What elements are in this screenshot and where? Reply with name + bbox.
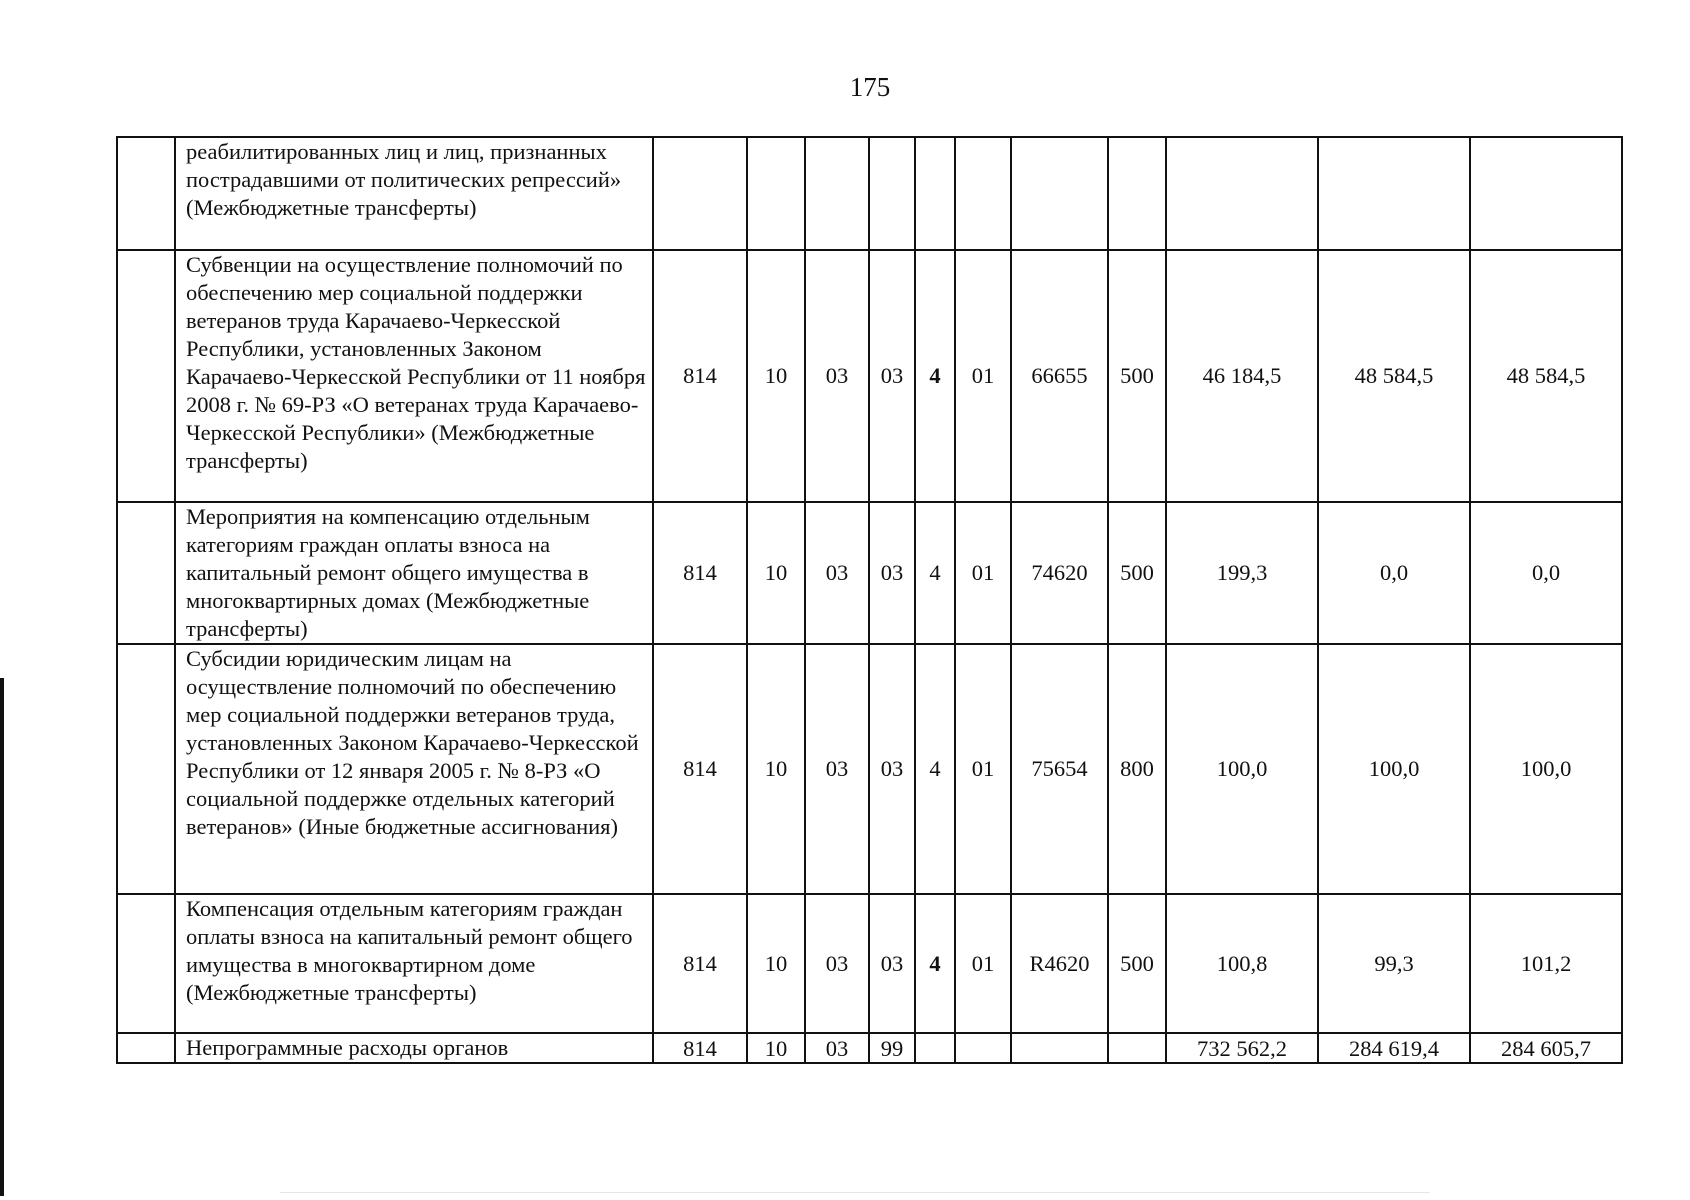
- page-number: 175: [849, 72, 891, 102]
- row-description: Субсидии юридическим лицам на осуществление полномочий по обеспечению мер социальной поддержки ветеранов труда, установленных Законом Карачаево-Черкесской Республики от 12 января 2005 г. № 8-РЗ «О социальной поддержке отдельных категорий ветеранов» (Иные бюджетные ассигнования): [175, 644, 653, 894]
- code-direction: 74620: [1011, 502, 1108, 644]
- row-index-cell: [117, 1033, 175, 1063]
- code-ministry: 814: [653, 502, 747, 644]
- value-year-2: 100,0: [1318, 644, 1470, 894]
- code-section: 10: [747, 250, 805, 502]
- code-program: 03: [869, 894, 915, 1033]
- value-year-2: 48 584,5: [1318, 250, 1470, 502]
- value-year-2: 99,3: [1318, 894, 1470, 1033]
- code-main-event: 01: [955, 502, 1011, 644]
- code-section: [747, 137, 805, 250]
- code-expense-type: [1108, 137, 1166, 250]
- code-direction: [1011, 137, 1108, 250]
- code-subsection: 03: [805, 894, 869, 1033]
- code-ministry: 814: [653, 250, 747, 502]
- value-year-3: 101,2: [1470, 894, 1622, 1033]
- margin-scan-bar: [0, 678, 4, 1196]
- value-year-1: [1166, 137, 1318, 250]
- code-section: 10: [747, 644, 805, 894]
- code-subsection: [805, 137, 869, 250]
- code-section: 10: [747, 502, 805, 644]
- row-index-cell: [117, 644, 175, 894]
- code-program: 03: [869, 644, 915, 894]
- code-program: 99: [869, 1033, 915, 1063]
- value-year-3: 48 584,5: [1470, 250, 1622, 502]
- code-subprogram-type: [915, 1033, 955, 1063]
- code-subprogram-type: 4: [915, 502, 955, 644]
- code-subsection: 03: [805, 644, 869, 894]
- code-expense-type: [1108, 1033, 1166, 1063]
- code-section: 10: [747, 1033, 805, 1063]
- table-row: [117, 1033, 1622, 1063]
- code-subsection: 03: [805, 1033, 869, 1063]
- code-subprogram-type: 4: [915, 250, 955, 502]
- code-program: 03: [869, 250, 915, 502]
- value-year-3: 100,0: [1470, 644, 1622, 894]
- code-subprogram-type: [915, 137, 955, 250]
- code-ministry: 814: [653, 1033, 747, 1063]
- code-ministry: 814: [653, 644, 747, 894]
- value-year-2: [1318, 137, 1470, 250]
- row-index-cell: [117, 502, 175, 644]
- value-year-1: 46 184,5: [1166, 250, 1318, 502]
- value-year-3: [1470, 137, 1622, 250]
- code-subprogram-type: 4: [915, 644, 955, 894]
- value-year-1: 199,3: [1166, 502, 1318, 644]
- row-index-cell: [117, 250, 175, 502]
- code-direction: [1011, 1033, 1108, 1063]
- value-year-3: 284 605,7: [1470, 1033, 1622, 1063]
- value-year-1: 732 562,2: [1166, 1033, 1318, 1063]
- row-description: Компенсация отдельным категориям граждан оплаты взноса на капитальный ремонт общего имущества в многоквартирном доме (Межбюджетные трансферты): [175, 894, 653, 1033]
- code-main-event: [955, 137, 1011, 250]
- value-year-3: 0,0: [1470, 502, 1622, 644]
- code-subsection: 03: [805, 502, 869, 644]
- code-expense-type: 500: [1108, 894, 1166, 1033]
- row-description: Непрограммные расходы органов: [175, 1033, 653, 1063]
- code-ministry: [653, 137, 747, 250]
- row-description: реабилитированных лиц и лиц, признанных пострадавшими от политических репрессий» (Межбюджетные трансферты): [175, 137, 653, 250]
- code-expense-type: 500: [1108, 502, 1166, 644]
- row-index-cell: [117, 137, 175, 250]
- code-direction: 66655: [1011, 250, 1108, 502]
- code-program: 03: [869, 502, 915, 644]
- code-ministry: 814: [653, 894, 747, 1033]
- code-direction: R4620: [1011, 894, 1108, 1033]
- code-subprogram-type: 4: [915, 894, 955, 1033]
- code-main-event: 01: [955, 644, 1011, 894]
- table-row: [117, 894, 1622, 1033]
- value-year-2: 284 619,4: [1318, 1033, 1470, 1063]
- code-main-event: 01: [955, 250, 1011, 502]
- row-description: Субвенции на осуществление полномочий по обеспечению мер социальной поддержки ветеранов труда Карачаево-Черкесской Республики, установленных Законом Карачаево-Черкесской Республики от 11 ноября 2008 г. № 69-РЗ «О ветеранах труда Карачаево-Черкесской Республики» (Межбюджетные трансферты): [175, 250, 653, 502]
- table-row: [117, 644, 1622, 894]
- value-year-1: 100,8: [1166, 894, 1318, 1033]
- code-subsection: 03: [805, 250, 869, 502]
- code-direction: 75654: [1011, 644, 1108, 894]
- code-main-event: [955, 1033, 1011, 1063]
- row-index-cell: [117, 894, 175, 1033]
- code-main-event: 01: [955, 894, 1011, 1033]
- budget-table: [116, 136, 1623, 1064]
- value-year-1: 100,0: [1166, 644, 1318, 894]
- table-row: [117, 137, 1622, 250]
- scan-artifact-line: [280, 1192, 1430, 1193]
- table-row: [117, 502, 1622, 644]
- code-expense-type: 500: [1108, 250, 1166, 502]
- code-section: 10: [747, 894, 805, 1033]
- code-expense-type: 800: [1108, 644, 1166, 894]
- value-year-2: 0,0: [1318, 502, 1470, 644]
- table-row: [117, 250, 1622, 502]
- row-description: Мероприятия на компенсацию отдельным категориям граждан оплаты взноса на капитальный ремонт общего имущества в многоквартирных домах (Межбюджетные трансферты): [175, 502, 653, 644]
- code-program: [869, 137, 915, 250]
